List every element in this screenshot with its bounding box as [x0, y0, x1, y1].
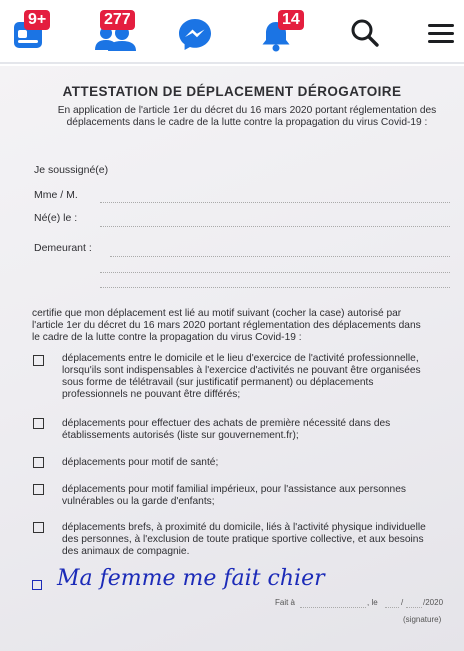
friends-nav-button[interactable]: [92, 8, 140, 56]
menu-nav-button[interactable]: [416, 8, 464, 56]
certify-line-1: certifie que mon déplacement est lié au motif suivant (cocher la case) autorisé par: [32, 308, 402, 319]
done-at-label: Fait à: [275, 598, 296, 607]
done-at-fill-line: [300, 607, 366, 608]
option-shopping-text: [62, 418, 452, 442]
handwritten-reason: Ma femme me fait chier: [57, 566, 325, 591]
option-family-text: [62, 484, 452, 508]
hamburger-menu-icon: [416, 8, 464, 56]
notifications-nav-button[interactable]: [252, 8, 300, 56]
field-born-label: Né(e) le :: [34, 212, 78, 224]
day-fill-line: [385, 607, 399, 608]
date-year: /2020: [423, 598, 444, 607]
option-exercise-checkbox: [33, 522, 44, 533]
intro-line-2: déplacements dans le cadre de la lutte contre la propagation du virus Covid-19 :: [66, 117, 428, 128]
document-title: ATTESTATION DE DÉPLACEMENT DÉROGATOIRE: [62, 84, 402, 99]
option-1-line-2: lorsqu'ils sont indispensables à l'exercice d'activités ne pouvant être organisées: [62, 365, 421, 376]
field-undersigned-label: Je soussigné(e): [34, 164, 109, 176]
option-professional-text: [62, 353, 452, 401]
document-intro: [52, 105, 442, 129]
option-2-line-2: établissements autorisés (liste sur gouvernement.fr);: [62, 430, 299, 441]
name-fill-line: [100, 202, 450, 203]
address-fill-line-2: [100, 272, 450, 273]
option-shopping-checkbox: [33, 418, 44, 429]
intro-line-1: En application de l'article 1er du décret du 16 mars 2020 portant réglementation des: [57, 105, 437, 116]
messenger-nav-button[interactable]: [171, 8, 219, 56]
option-1-line-3: sous forme de télétravail (sur justificatif permanent) ou déplacements: [62, 377, 374, 388]
certify-line-2: l'article 1er du décret du 16 mars 2020 portant réglementation des déplacements dans: [32, 320, 421, 332]
search-icon: [341, 8, 389, 56]
option-5-line-2: des personnes, à l'exclusion de toute pratique sportive collective, et aux besoins: [62, 534, 424, 545]
option-4-line-2: vulnérables ou la garde d'enfants;: [62, 496, 215, 507]
home-notification-badge: 9+: [24, 10, 50, 30]
option-health-checkbox: [33, 457, 44, 468]
date-le-label: , le: [367, 598, 378, 607]
address-fill-line-3: [100, 287, 450, 288]
field-address-label: Demeurant :: [34, 242, 92, 254]
option-health-text: [62, 457, 452, 469]
option-5-line-3: des animaux de compagnie.: [62, 546, 190, 557]
address-fill-line-1: [110, 256, 450, 257]
month-fill-line: [406, 607, 422, 608]
top-navigation-bar: [0, 0, 464, 64]
attestation-photo: [0, 66, 464, 651]
option-exercise-text: [62, 522, 452, 558]
born-fill-line: [100, 226, 450, 227]
option-family-checkbox: [33, 484, 44, 495]
field-name-label: Mme / M.: [34, 189, 78, 201]
notifications-badge: 14: [278, 10, 304, 30]
certify-line-3: le cadre de la lutte contre la propagation du virus Covid-19 :: [32, 332, 302, 344]
option-3-line-1: déplacements pour motif de santé;: [62, 457, 219, 468]
option-4-line-1: déplacements pour motif familial impérieux, pour l'assistance aux personnes: [62, 484, 406, 495]
option-1-line-4: professionnels ne pouvant être différés;: [62, 389, 241, 400]
option-1-line-1: déplacements entre le domicile et le lieu d'exercice de l'activité professionnelle,: [62, 353, 419, 364]
option-professional-checkbox: [33, 355, 44, 366]
home-nav-button[interactable]: [6, 8, 54, 56]
option-2-line-1: déplacements pour effectuer des achats de première nécessité dans des: [62, 418, 391, 429]
messenger-icon: [171, 8, 219, 56]
certify-paragraph: [32, 308, 452, 345]
navbar-divider: [0, 62, 464, 64]
friends-notification-badge: 277: [100, 10, 135, 30]
signature-label: (signature): [403, 615, 442, 624]
date-slash: /: [401, 598, 404, 607]
option-5-line-1: déplacements brefs, à proximité du domicile, liés à l'activité physique individuelle: [62, 522, 426, 533]
handwritten-checkbox: [32, 580, 42, 590]
search-nav-button[interactable]: [341, 8, 389, 56]
